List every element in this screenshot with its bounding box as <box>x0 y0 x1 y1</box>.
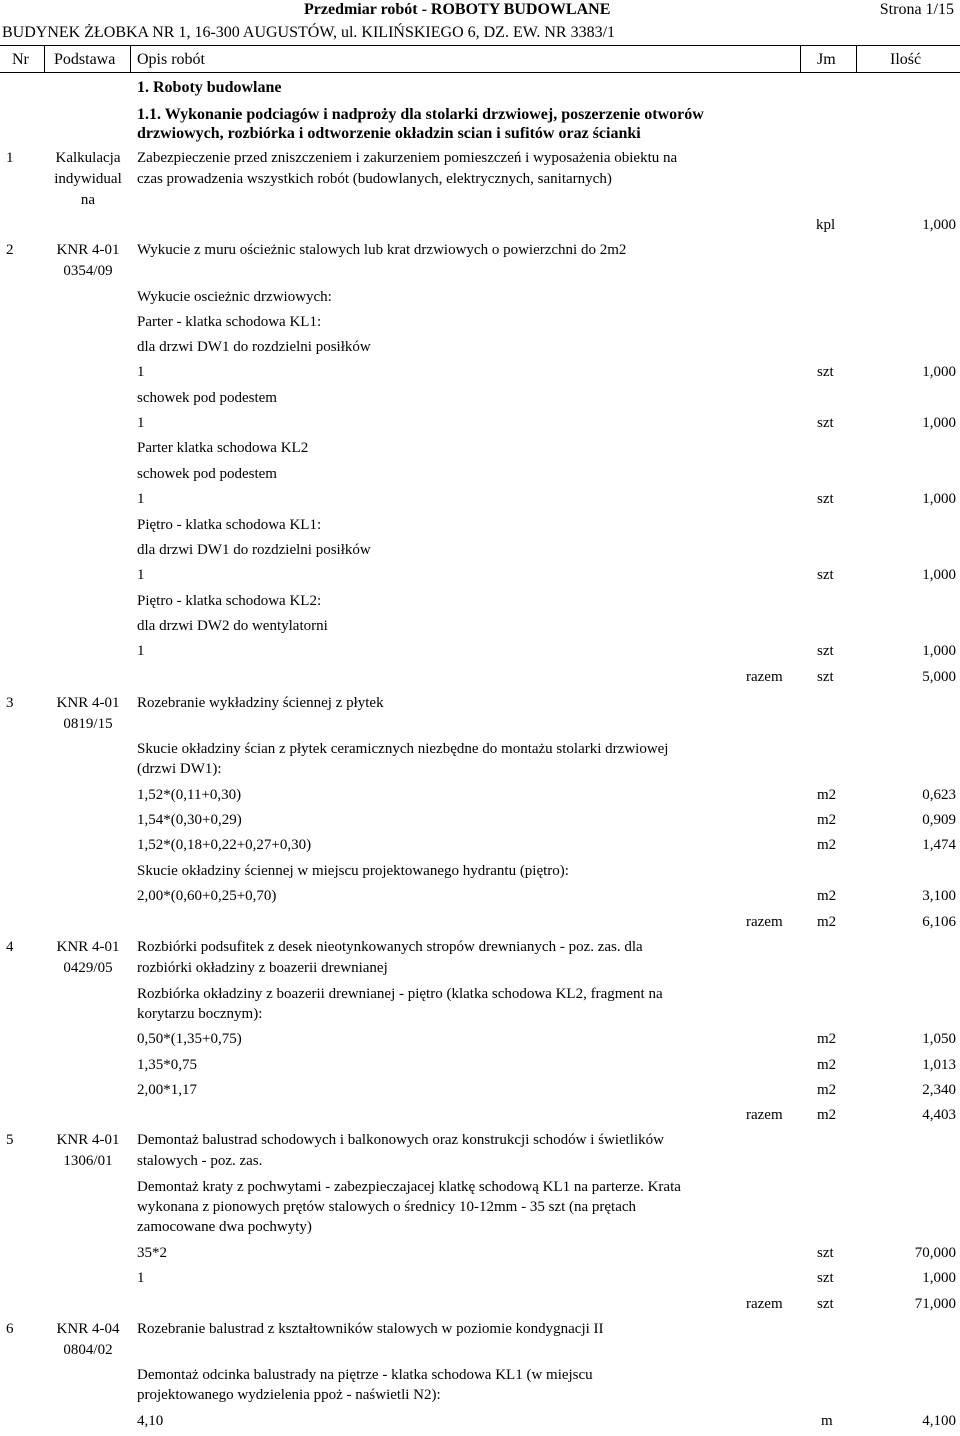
measure-line: 1 <box>137 567 145 583</box>
razem-label: razem <box>746 914 783 930</box>
measure-line: 1,52*(0,18+0,22+0,27+0,30) <box>137 837 312 853</box>
measure-line: Skucie okładziny ściennej w miejscu projektowanego hydrantu (piętro): <box>137 863 569 879</box>
measure-line: schowek pod podestem <box>137 390 277 406</box>
measure-line: Parter - klatka schodowa KL1: <box>137 314 322 330</box>
column-header-opis: Opis robót <box>137 51 205 68</box>
section-title: 1. Roboty budowlane <box>137 79 282 96</box>
column-header-jm: Jm <box>817 51 836 68</box>
column-header-podstawa: Podstawa <box>54 51 116 68</box>
measure-quantity: 0,909 <box>922 812 956 828</box>
measure-line: Parter klatka schodowa KL2 <box>137 440 309 456</box>
position-podstawa: KNR 4-01 <box>56 939 120 955</box>
column-header-nr: Nr <box>12 51 29 68</box>
column-header-ilosc: Ilość <box>890 51 922 68</box>
measure-unit: kpl <box>816 217 836 233</box>
measure-line: (drzwi DW1): <box>137 761 222 777</box>
position-nr: 5 <box>6 1132 14 1148</box>
position-podstawa: indywidual <box>54 171 122 187</box>
measure-quantity: 1,000 <box>922 217 956 233</box>
subsection-title: drzwiowych, rozbiórka i odtworzenie okładzin scian i sufitów oraz ścianki <box>137 125 641 142</box>
measure-line: projektowanego wydzielenia ppoż - naświetli N2): <box>137 1387 441 1403</box>
header-bottom-rule <box>0 72 960 73</box>
measure-quantity: 1,000 <box>922 1270 956 1286</box>
position-nr: 4 <box>6 939 14 955</box>
measure-quantity: 4,100 <box>922 1413 956 1429</box>
column-rule <box>856 45 857 73</box>
position-description: Zabezpieczenie przed zniszczeniem i zakurzeniem pomieszczeń i wyposażenia obiektu na <box>137 150 678 166</box>
position-description: Rozebranie wykładziny ściennej z płytek <box>137 695 384 711</box>
project-address: BUDYNEK ŻŁOBKA NR 1, 16-300 AUGUSTÓW, ul. KILIŃSKIEGO 6, DZ. EW. NR 3383/1 <box>2 24 616 41</box>
position-description: czas prowadzenia wszystkich robót (budowlanych, elektrycznych, sanitarnych) <box>137 171 612 187</box>
measure-line: korytarzu bocznym): <box>137 1006 263 1022</box>
measure-unit: m2 <box>817 1082 837 1098</box>
position-podstawa: 0804/02 <box>63 1342 113 1358</box>
position-description: Wykucie z muru ościeżnic stalowych lub krat drzwiowych o powierzchni do 2m2 <box>137 242 627 258</box>
measure-line: 2,00*1,17 <box>137 1082 197 1098</box>
measure-line: Skucie okładziny ścian z płytek ceramicznych niezbędne do montażu stolarki drzwiowej <box>137 741 669 757</box>
razem-quantity: 6,106 <box>922 914 956 930</box>
measure-line: 1 <box>137 415 145 431</box>
razem-label: razem <box>746 1107 783 1123</box>
measure-line: 1 <box>137 491 145 507</box>
razem-unit: szt <box>817 669 834 685</box>
position-description: Demontaż balustrad schodowych i balkonowych oraz konstrukcji schodów i świetlików <box>137 1132 664 1148</box>
position-podstawa: 0354/09 <box>63 263 113 279</box>
measure-unit: m2 <box>817 787 837 803</box>
position-podstawa: 0429/05 <box>63 960 113 976</box>
measure-unit: szt <box>817 1270 834 1286</box>
position-podstawa: KNR 4-04 <box>56 1321 120 1337</box>
measure-quantity: 1,000 <box>922 567 956 583</box>
measure-line: 1,35*0,75 <box>137 1057 197 1073</box>
measure-line: 2,00*(0,60+0,25+0,70) <box>137 888 277 904</box>
position-podstawa: KNR 4-01 <box>56 695 120 711</box>
column-rule <box>800 45 801 73</box>
razem-unit: m2 <box>817 1107 837 1123</box>
measure-quantity: 1,000 <box>922 364 956 380</box>
measure-quantity: 1,474 <box>922 837 956 853</box>
razem-label: razem <box>746 669 783 685</box>
measure-quantity: 1,000 <box>922 415 956 431</box>
position-podstawa: na <box>80 192 96 208</box>
header-top-rule <box>0 45 960 46</box>
position-podstawa: 0819/15 <box>63 716 113 732</box>
measure-unit: szt <box>817 567 834 583</box>
measure-line: Demontaż odcinka balustrady na piętrze - klatka schodowa KL1 (w miejscu <box>137 1367 593 1383</box>
measure-line: Piętro - klatka schodowa KL2: <box>137 593 322 609</box>
razem-label: razem <box>746 1296 783 1312</box>
razem-unit: szt <box>817 1296 834 1312</box>
measure-line: 0,50*(1,35+0,75) <box>137 1031 242 1047</box>
measure-line: dla drzwi DW2 do wentylatorni <box>137 618 328 634</box>
measure-unit: m2 <box>817 1031 837 1047</box>
measure-line: 1,52*(0,11+0,30) <box>137 787 242 803</box>
measure-line: Wykucie oscieżnic drzwiowych: <box>137 289 332 305</box>
measure-line: wykonana z pionowych prętów stalowych o średnicy 10-12mm - 35 szt (na prętach <box>137 1199 637 1215</box>
measure-quantity: 1,000 <box>922 643 956 659</box>
razem-unit: m2 <box>817 914 837 930</box>
measure-quantity: 3,100 <box>922 888 956 904</box>
measure-unit: szt <box>817 491 834 507</box>
measure-quantity: 0,623 <box>922 787 956 803</box>
position-nr: 1 <box>6 150 14 166</box>
position-description: Rozbiórki podsufitek z desek nieotynkowanych stropów drewnianych - poz. zas. dla <box>137 939 643 955</box>
measure-line: Demontaż kraty z pochwytami - zabezpieczajacej klatkę schodową KL1 na parterze. Krata <box>137 1179 681 1195</box>
document-title: Przedmiar robót - ROBOTY BUDOWLANE <box>304 1 611 18</box>
measure-unit: m2 <box>817 837 837 853</box>
razem-quantity: 71,000 <box>914 1296 956 1312</box>
razem-quantity: 5,000 <box>922 669 956 685</box>
measure-line: 1,54*(0,30+0,29) <box>137 812 242 828</box>
measure-line: dla drzwi DW1 do rozdzielni posiłków <box>137 339 371 355</box>
position-podstawa: Kalkulacja <box>55 150 121 166</box>
position-description: rozbiórki okładziny z boazerii drewnianej <box>137 960 388 976</box>
measure-unit: m2 <box>817 1057 837 1073</box>
position-podstawa: KNR 4-01 <box>56 242 120 258</box>
measure-line: Rozbiórka okładziny z boazerii drewnianej - piętro (klatka schodowa KL2, fragment na <box>137 986 663 1002</box>
measure-unit: m <box>821 1413 833 1429</box>
column-rule <box>44 45 45 73</box>
measure-unit: szt <box>817 415 834 431</box>
measure-line: dla drzwi DW1 do rozdzielni posiłków <box>137 542 371 558</box>
position-podstawa: KNR 4-01 <box>56 1132 120 1148</box>
measure-quantity: 70,000 <box>914 1245 956 1261</box>
measure-quantity: 1,000 <box>922 491 956 507</box>
position-nr: 3 <box>6 695 14 711</box>
position-description: Rozebranie balustrad z kształtowników stalowych w poziomie kondygnacji II <box>137 1321 604 1337</box>
measure-line: Piętro - klatka schodowa KL1: <box>137 517 322 533</box>
measure-line: 35*2 <box>137 1245 167 1261</box>
position-podstawa: 1306/01 <box>63 1153 113 1169</box>
measure-line: zamocowane dwa pochwyty) <box>137 1219 312 1235</box>
page-number: Strona 1/15 <box>879 1 954 18</box>
measure-line: 1 <box>137 643 145 659</box>
measure-unit: m2 <box>817 888 837 904</box>
measure-line: 1 <box>137 364 145 380</box>
measure-unit: m2 <box>817 812 837 828</box>
measure-unit: szt <box>817 1245 834 1261</box>
razem-quantity: 4,403 <box>922 1107 956 1123</box>
subsection-title: 1.1. Wykonanie podciagów i nadproży dla stolarki drzwiowej, poszerzenie otworów <box>137 106 704 123</box>
measure-line: 1 <box>137 1270 145 1286</box>
measure-line: schowek pod podestem <box>137 466 277 482</box>
measure-quantity: 1,013 <box>922 1057 956 1073</box>
measure-line: 4,10 <box>137 1413 164 1429</box>
measure-unit: szt <box>817 643 834 659</box>
measure-quantity: 2,340 <box>922 1082 956 1098</box>
position-description: stalowych - poz. zas. <box>137 1153 263 1169</box>
position-nr: 2 <box>6 242 14 258</box>
column-rule <box>130 45 131 73</box>
position-nr: 6 <box>6 1321 14 1337</box>
measure-unit: szt <box>817 364 834 380</box>
measure-quantity: 1,050 <box>922 1031 956 1047</box>
